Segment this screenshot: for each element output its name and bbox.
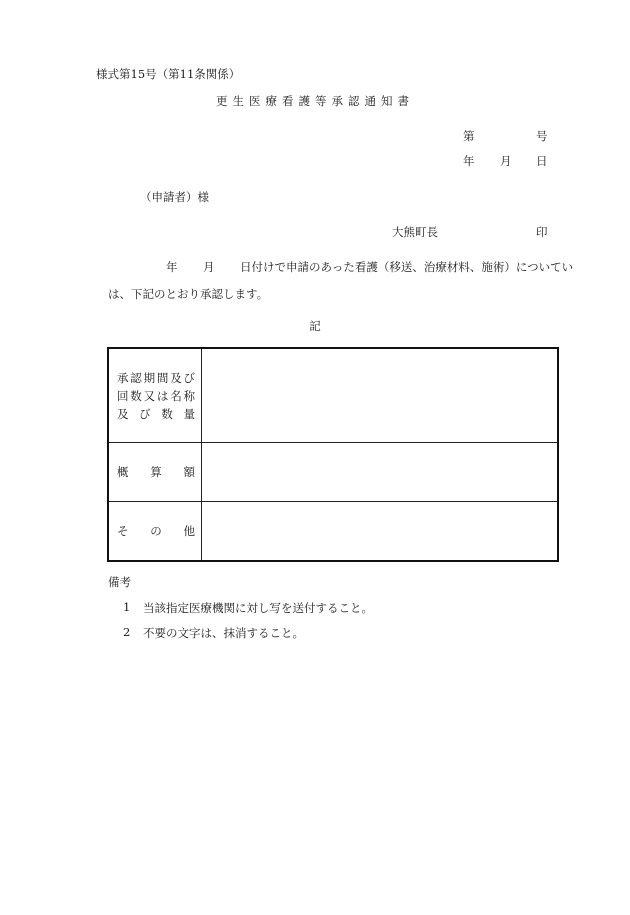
date-year: 年 xyxy=(463,154,475,168)
label-line: 回数又は名称 xyxy=(117,388,195,403)
body-text-line1: 日付けで申請のあった看護（移送、治療材料、施術）についてい xyxy=(240,260,574,274)
number-prefix: 第 xyxy=(463,129,475,143)
seal-mark: 印 xyxy=(536,225,548,239)
applicant-line: （申請者）様 xyxy=(140,190,209,204)
form-number: 様式第15号（第11条関係） xyxy=(96,67,241,81)
row-label-amount xyxy=(108,443,202,502)
label-line: 承認期間及び xyxy=(117,370,195,385)
label-line: 及び数量 xyxy=(117,406,195,421)
note-number: 2 xyxy=(123,625,131,639)
body-month: 月 xyxy=(203,260,215,274)
label-line: 概算額 xyxy=(117,465,195,479)
notes-heading: 備考 xyxy=(108,575,131,589)
table-row xyxy=(108,502,558,562)
value-cell-period[interactable] xyxy=(202,348,559,443)
body-year: 年 xyxy=(166,260,178,274)
row-label-other xyxy=(108,502,202,562)
value-cell-amount[interactable] xyxy=(202,443,559,502)
issuer-name: 大熊町長 xyxy=(392,225,438,239)
table-row xyxy=(108,443,558,502)
label-line: その他 xyxy=(117,524,195,538)
approval-table xyxy=(107,347,559,562)
table-row xyxy=(108,348,558,443)
number-suffix: 号 xyxy=(536,129,548,143)
note-number: 1 xyxy=(123,600,131,614)
note-text: 当該指定医療機関に対し写を送付すること。 xyxy=(143,601,373,615)
date-month: 月 xyxy=(500,154,512,168)
value-cell-other[interactable] xyxy=(202,502,559,562)
ki-heading: 記 xyxy=(309,319,321,333)
document-title: 更生医療看護等承認通知書 xyxy=(216,94,414,108)
note-text: 不要の文字は、抹消すること。 xyxy=(143,626,304,640)
date-day: 日 xyxy=(536,154,548,168)
body-text-line2: は、下記のとおり承認します。 xyxy=(108,287,269,301)
row-label-period xyxy=(108,348,202,443)
